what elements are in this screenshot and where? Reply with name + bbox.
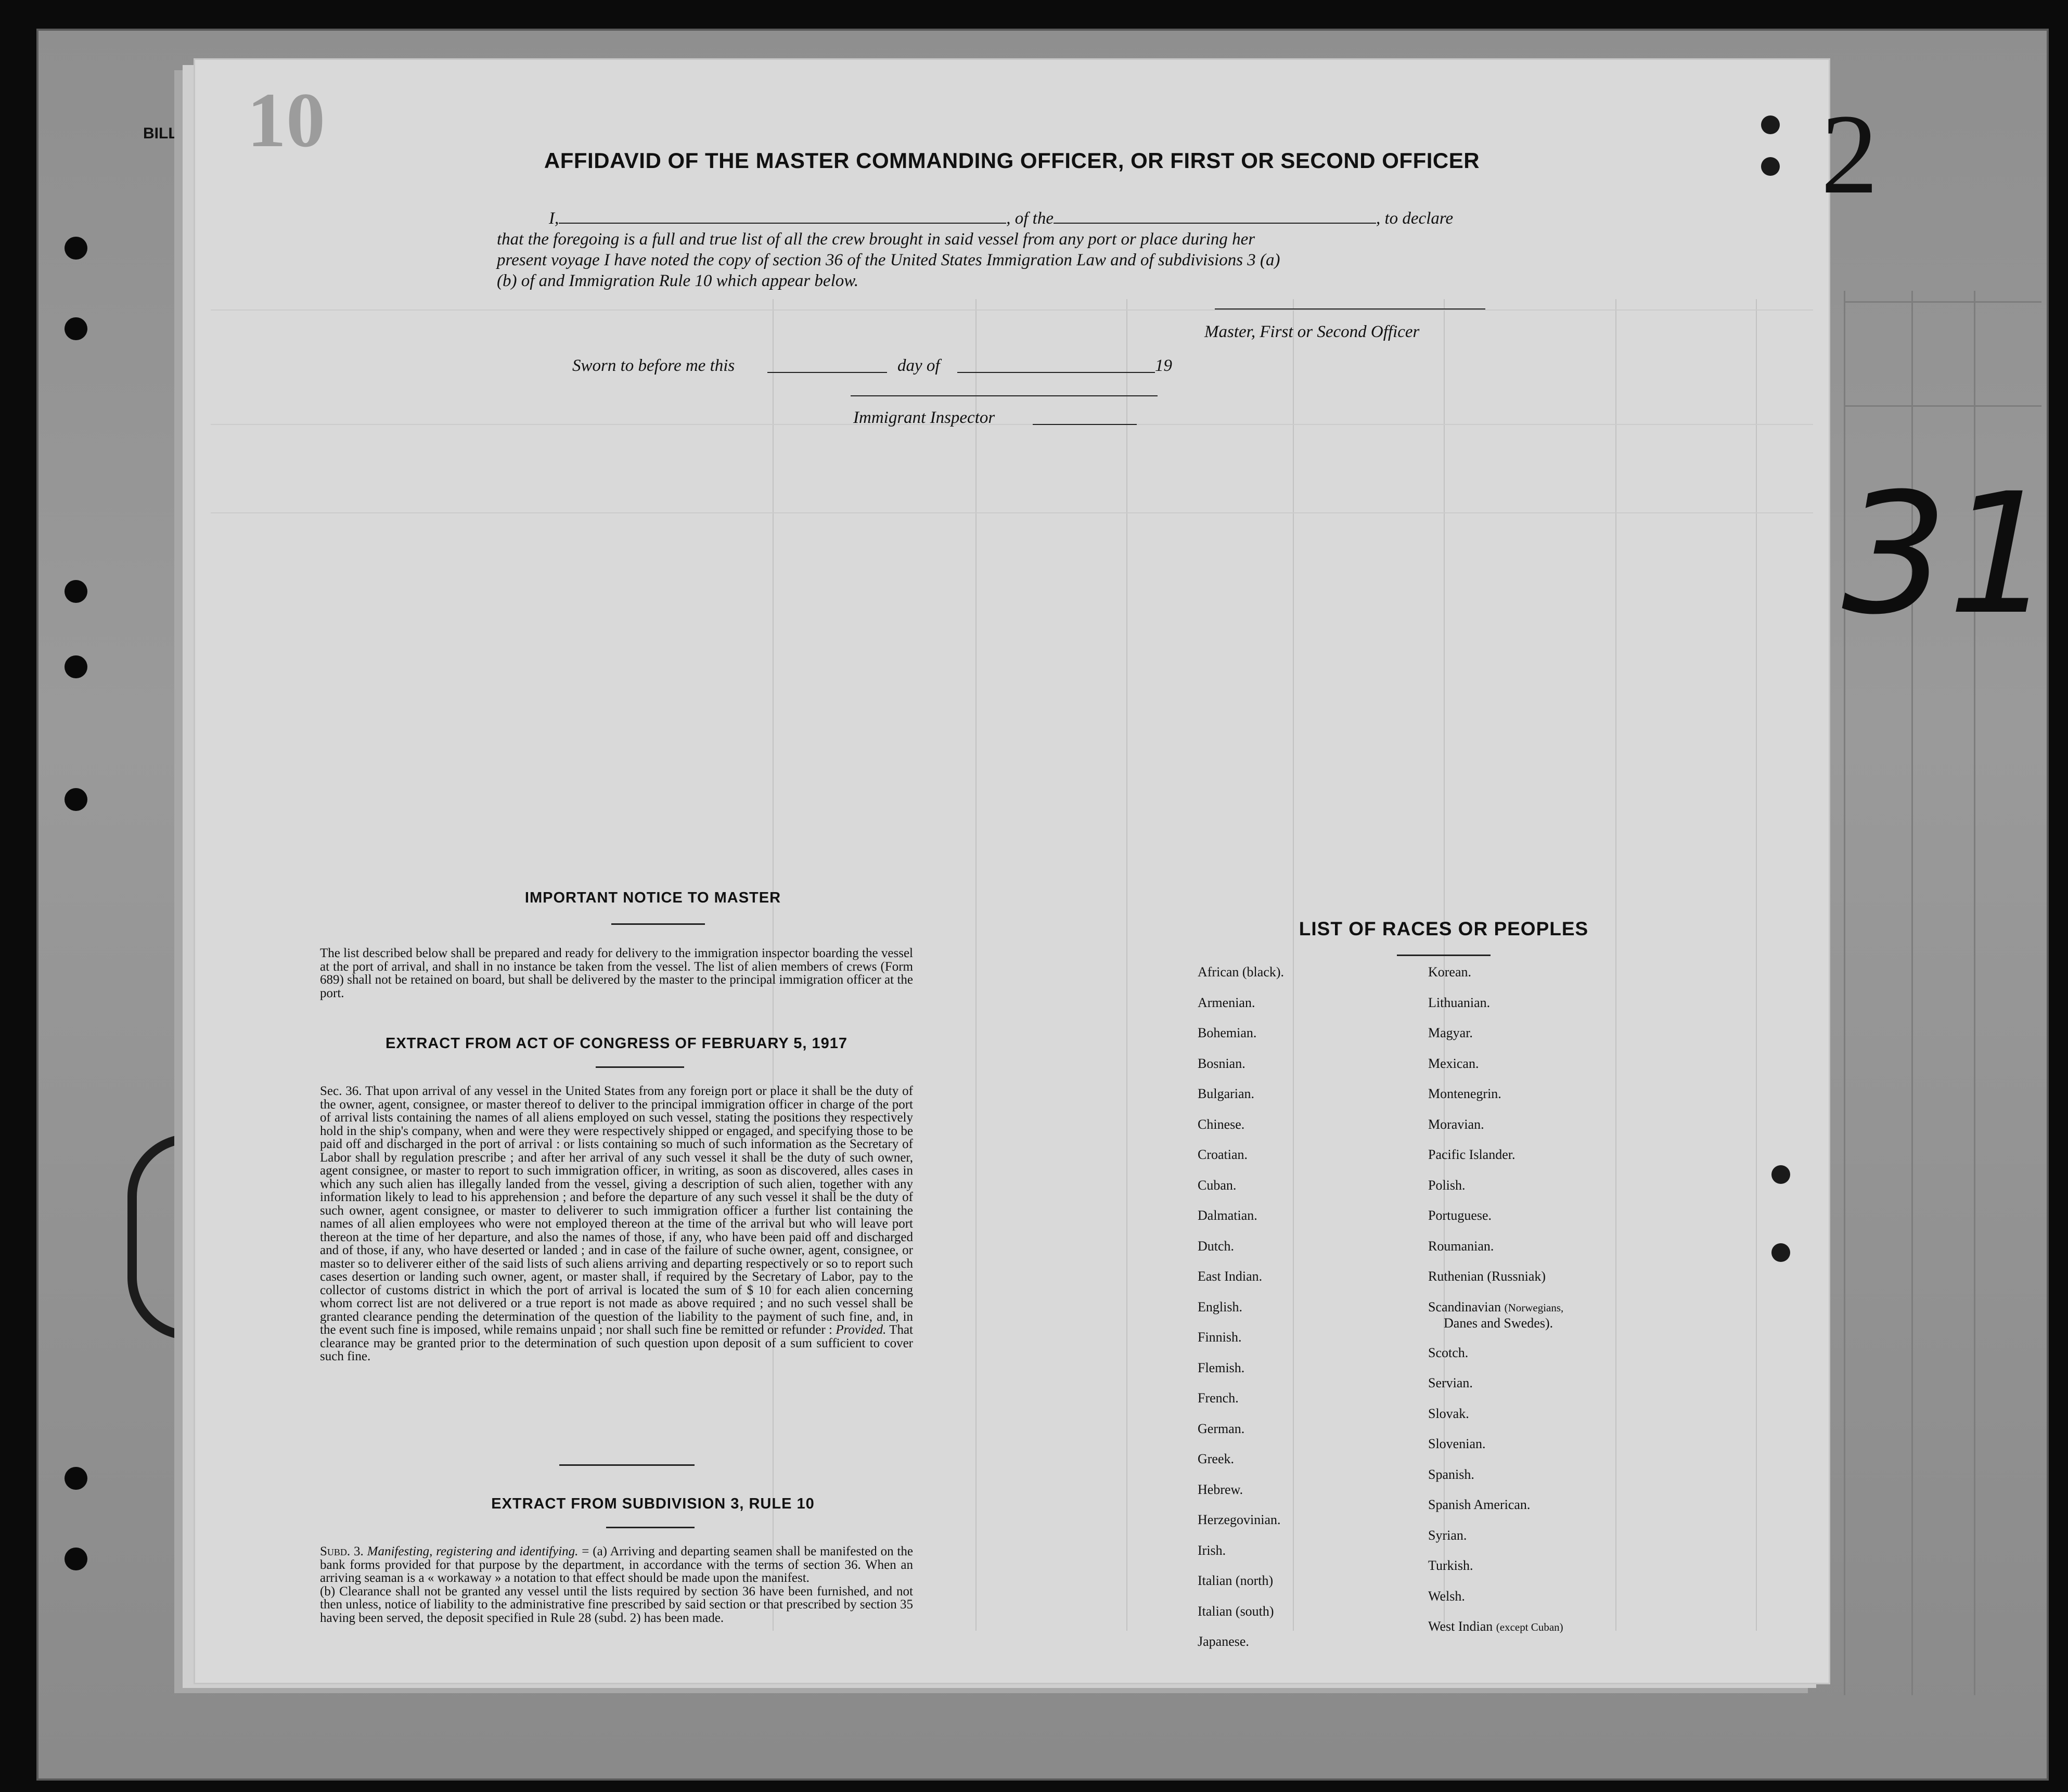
race-item: Magyar. — [1428, 1025, 1473, 1040]
race-item: Ruthenian (Russniak) — [1428, 1269, 1546, 1284]
rule-subdivision-text — [320, 1545, 913, 1625]
race-item: Hebrew. — [1198, 1481, 1243, 1497]
sec-label: Sec. 36. — [320, 1084, 362, 1098]
binder-hole — [1771, 1243, 1790, 1262]
race-item: Japanese. — [1198, 1634, 1249, 1649]
left-margin-bill: BILL — [143, 125, 178, 142]
folio-number: 10 — [247, 77, 325, 163]
rule-extract-heading: EXTRACT FROM SUBDIVISION 3, RULE 10 — [491, 1496, 815, 1512]
binder-hole — [65, 788, 87, 811]
race-item: Italian (south) — [1198, 1603, 1274, 1619]
race-item: Scotch. — [1428, 1345, 1469, 1360]
race-item: Armenian. — [1198, 995, 1255, 1010]
race-west-indian-note: (except Cuban) — [1496, 1621, 1563, 1633]
binder-hole — [1761, 157, 1780, 176]
ghost-rowline — [1844, 405, 2041, 407]
race-scandinavian-note: (Norwegians, — [1504, 1301, 1564, 1314]
races-rule — [1397, 955, 1491, 956]
race-item: French. — [1198, 1390, 1239, 1406]
race-item: Flemish. — [1198, 1360, 1245, 1375]
race-item: Roumanian. — [1428, 1238, 1494, 1254]
binder-hole — [65, 317, 87, 340]
inspector-label: Immigrant Inspector — [853, 408, 995, 427]
binder-hole — [65, 580, 87, 603]
sec-36-body: That upon arrival of any vessel in the United States from any foreign port or place it shall be the duty of the owner, agent, consignee, or master thereof to deliver to the principal immigration officer in charge of the port of arrival lists containing the names of all aliens employed on such vessel, stating the positions they respectively hold in the ship's company, when and were they were respectively shipped or engaged, and specifying those to be paid off and discharged in the port of arrival : or lists containing so much of such information as the Secretary of Labor shall by regulation prescribe ; and after her arrival of any such vessel it shall be the duty of such owner, agent consignee, or master to report to such immigration officer, in writing, as soon as discovered, alles cases in which any such alien has illegally landed from the vessel, giving a description of such alien, together with any information likely to lead to his apprehension ; and before the departure of any such vessel it shall be the duty of such owner, agent consignee, or master to deliverer to such immigration officer a further list containing the names of all alien employees who were not employed thereon at the time of the arrival but who will leave port thereon at the time of her departure, and also the names of those, if any, who have been paid off and discharged and of those, if any, who have deserted or landed ; and in case of the failure of suche owner, agent, consignee, or master so to deliverer either of the said lists of such aliens arriving and departing respectively or so to report such cases desertion or landing such owner, agent, or master shall, if required by the Secretary of Labor, pay to the collector of customs district in which the port of arrival is located the sum of $ 10 for each alien concerning whom correct list are not delivered or a true report is not made as above required ; and no such vessel shall be granted clearance pending the determination of the question of the liability to the payment of such fine, and, in the event such fine is imposed, while remains unpaid ; nor shall such fine be remitted or refunder : — [320, 1084, 913, 1337]
inspector-signature-line — [851, 395, 1158, 396]
race-item: Spanish American. — [1428, 1497, 1531, 1512]
race-item: Moravian. — [1428, 1116, 1484, 1132]
race-item: Spanish. — [1428, 1466, 1474, 1482]
race-scandinavian: Scandinavian — [1428, 1299, 1501, 1314]
binder-hole — [65, 655, 87, 678]
sworn-text: Sworn to before me this — [572, 356, 735, 375]
subd-part-b: (b) Clearance shall not be granted any vessel until the lists required by section 36 have been furnished, and not then unless, notice of liability to the administrative fine prescribed by said section or that prescribed by section 35 having been served, the deposit specified in Rule 28 (subd. 2) has been made. — [320, 1584, 913, 1625]
act-extract-heading: EXTRACT FROM ACT OF CONGRESS OF FEBRUARY 5, 1917 — [385, 1035, 848, 1052]
binder-hole — [65, 1548, 87, 1570]
race-item: African (black). — [1198, 964, 1285, 979]
affidavit-i: I, — [549, 209, 559, 228]
year-label: 19 — [1155, 356, 1172, 375]
act-end-rule — [559, 1464, 695, 1466]
affidavit-of-the: , of the — [1006, 209, 1054, 228]
subd-part-a: = (a) Arriving and departing seamen shall be manifested on the bank forms provided for that purpose by the department, in accordance with the terms of section 36. When an arriving seaman is a « workaway » a notation to that effect should be made upon the manifest. — [320, 1544, 913, 1585]
race-item: Portuguese. — [1428, 1208, 1492, 1223]
affidavit-line-1 — [549, 208, 1485, 229]
vessel-blank — [1054, 223, 1376, 224]
race-item: Finnish. — [1198, 1330, 1242, 1345]
race-item: Bohemian. — [1198, 1025, 1257, 1040]
page-number-stamp: 2 — [1821, 91, 1878, 217]
race-item: Welsh. — [1428, 1588, 1465, 1604]
affidavit-page — [195, 60, 1829, 1683]
race-item: Irish. — [1198, 1542, 1226, 1558]
race-item: Bosnian. — [1198, 1055, 1245, 1071]
race-item: Dalmatian. — [1198, 1208, 1257, 1223]
notice-rule — [611, 923, 705, 925]
rule-extract-rule — [606, 1527, 695, 1528]
race-item: Herzegovinian. — [1198, 1512, 1281, 1527]
notice-heading: IMPORTANT NOTICE TO MASTER — [524, 889, 781, 906]
affidavit-line-3: present voyage I have noted the copy of section 36 of the United States Immigration Law and of subdivisions 3 (a) — [497, 251, 1280, 269]
race-item: Syrian. — [1428, 1527, 1467, 1543]
races-heading: LIST OF RACES OR PEOPLES — [1299, 918, 1589, 939]
binder-hole — [1761, 115, 1780, 134]
subd-title: Manifesting, registering and identifying. — [367, 1544, 579, 1558]
race-item: Danes and Swedes). — [1444, 1315, 1553, 1331]
race-item: Korean. — [1428, 964, 1472, 979]
race-item: Slovenian. — [1428, 1436, 1486, 1451]
race-item: Greek. — [1198, 1451, 1235, 1466]
race-item: German. — [1198, 1421, 1245, 1436]
provided-word: Provided. — [836, 1323, 887, 1337]
month-blank — [957, 372, 1155, 373]
notice-text: The list described below shall be prepared and ready for delivery to the immigration inspector boarding the vessel at the port of arrival, and shall in no instance be taken from the vessel. The list of alien members of crews (Form 689) shall not be retained on board, but shall be delivered by the master to the principal immigration officer at the port. — [320, 946, 913, 1000]
sworn-date-blank — [767, 372, 887, 373]
name-blank — [559, 223, 1006, 224]
master-officer-label: Master, First or Second Officer — [1204, 323, 1420, 341]
affidavit-line-4: (b) of and Immigration Rule 10 which appear below. — [497, 272, 859, 290]
race-item: Dutch. — [1198, 1238, 1235, 1254]
affidavit-line-2: that the foregoing is a full and true list of all the crew brought in said vessel from any port or place during her — [497, 230, 1255, 249]
race-item: Servian. — [1428, 1375, 1473, 1390]
day-of-label: day of — [897, 356, 940, 375]
races-left-column — [1198, 965, 1284, 1665]
races-right-column — [1428, 965, 1563, 1650]
subd-label: Subd. 3. — [320, 1544, 364, 1558]
race-item: Lithuanian. — [1428, 995, 1491, 1010]
act-section-36-text — [320, 1085, 913, 1363]
race-west-indian: West Indian — [1428, 1619, 1493, 1634]
race-item: Bulgarian. — [1198, 1086, 1255, 1101]
ghost-rowline — [1844, 301, 2041, 303]
binder-hole — [1771, 1165, 1790, 1184]
race-item-west-indian — [1428, 1619, 1563, 1650]
handwritten-bracket — [127, 1134, 204, 1340]
race-item: Chinese. — [1198, 1116, 1245, 1132]
act-extract-rule — [596, 1066, 684, 1068]
inspector-blank — [1033, 424, 1137, 425]
race-item: Montenegrin. — [1428, 1086, 1501, 1101]
race-item: East Indian. — [1198, 1269, 1263, 1284]
binder-hole — [65, 1467, 87, 1490]
race-item: Croatian. — [1198, 1147, 1248, 1162]
race-item: Turkish. — [1428, 1558, 1473, 1573]
race-item: English. — [1198, 1299, 1242, 1314]
binder-hole — [65, 237, 87, 260]
race-item: Cuban. — [1198, 1177, 1237, 1193]
race-item: Slovak. — [1428, 1406, 1469, 1421]
sec-36-end: That clearance may be granted prior to the determination of such question upon deposit of a sum sufficient to cover such fine. — [320, 1323, 913, 1363]
handwritten-crew-count: 31 — [1842, 458, 2054, 651]
signature-line — [1215, 308, 1485, 310]
race-item-scandinavian — [1428, 1300, 1563, 1316]
race-item: Mexican. — [1428, 1055, 1479, 1071]
race-item: Italian (north) — [1198, 1573, 1274, 1588]
race-item: Polish. — [1428, 1177, 1466, 1193]
race-item: Pacific Islander. — [1428, 1147, 1515, 1162]
affidavit-title: AFFIDAVID OF THE MASTER COMMANDING OFFICER, OR FIRST OR SECOND OFFICER — [544, 148, 1480, 173]
affidavit-to-declare: , to declare — [1376, 209, 1454, 228]
